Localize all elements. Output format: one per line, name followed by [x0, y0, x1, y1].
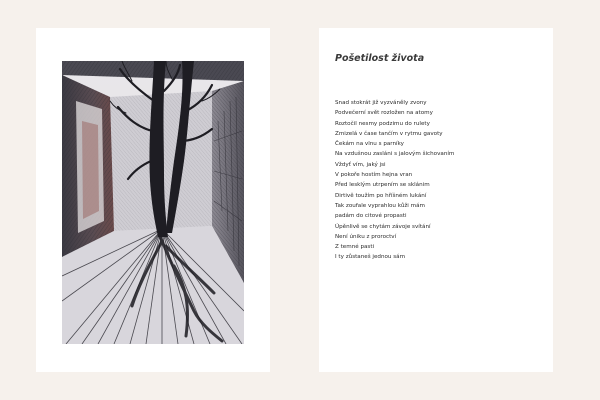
poem-line: Na vzdušnou zasláni s jalovým šichovaním	[335, 151, 455, 158]
poem-line: Podvečerní svět rozložen na atomy	[335, 110, 433, 117]
left-page	[36, 28, 270, 372]
poem-line: Snad stokrát již vyzváněly zvony	[335, 100, 427, 106]
poem-line: padám do citové propasti	[335, 213, 407, 220]
etching-artwork	[62, 61, 244, 344]
poem-line: Před lesklým utrpením se sklánim	[335, 182, 430, 189]
poem-line: Vždyť vím, jaký jsi	[335, 161, 386, 168]
poem-line: Není úniku z proroctví	[335, 233, 397, 240]
poem-line: Dirtivě toužím po hříšném lukání	[335, 192, 427, 199]
poem-line: V pokoře hostím hejna vran	[335, 172, 413, 179]
poem-line: Čekám na vlnu s parníky	[335, 141, 404, 148]
poem-line: I ty zůstaneš jednou sám	[335, 254, 406, 261]
right-page	[319, 28, 553, 372]
poem-text	[335, 98, 454, 263]
poem-line: Z temné pasti	[335, 244, 375, 251]
poem-title: Pošetilost života	[335, 53, 425, 64]
poem-line: Tak zoufale vyprahlou kůži mám	[335, 202, 425, 209]
poem-line: Roztočil nesmy podzimu do rulety	[335, 120, 430, 127]
poem-line: Zmizelá v čase tančím v rytmu gavoty	[335, 130, 443, 137]
poem-line: Úpěnlivě se chytám závoje svítání	[335, 223, 431, 230]
